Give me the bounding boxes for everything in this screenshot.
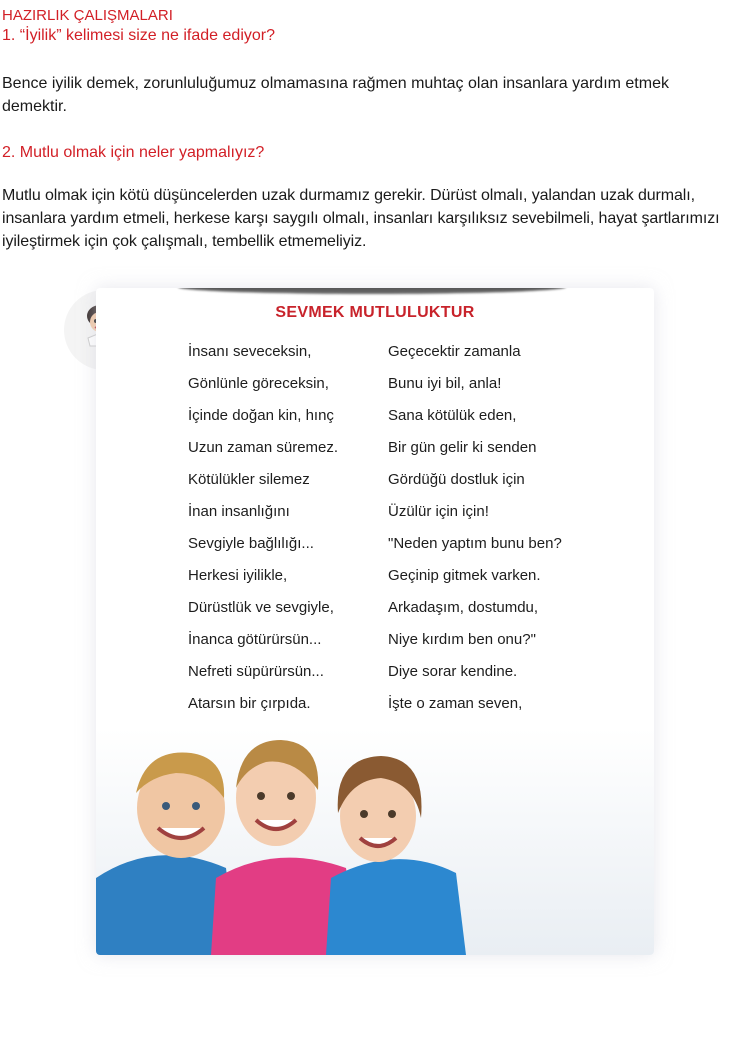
poem-line: İnsanı seveceksin, (188, 343, 312, 360)
poem-line: İçinde doğan kin, hınç (188, 407, 334, 424)
poem-line: "Neden yaptım bunu ben? (388, 535, 562, 552)
poem-line: Geçecektir zamanla (388, 343, 521, 360)
answer-2: Mutlu olmak için kötü düşüncelerden uzak durmamız gerekir. Dürüst olmalı, yalandan uzak durmalı, insanlara yardım etmeli, herkese karşı saygılı olmalı, insanları karşılıksız sevebilmeli, hayat şartlarımızı iyileştirmek için çok çalışmalı, tembellik etmemeliyiz. (2, 187, 720, 250)
poem-line: Herkesi iyilikle, (188, 567, 288, 584)
poem-line: Gönlünle göreceksin, (188, 375, 329, 392)
poem-line: Nefreti süpürürsün... (188, 663, 324, 680)
card-top-shadow (178, 288, 566, 294)
poem-line: Dürüstlük ve sevgiyle, (188, 599, 334, 616)
poem-line: İnanca götürürsün... (188, 631, 322, 648)
poem-line: Niye kırdım ben onu?" (388, 631, 536, 648)
question-1: 1. “İyilik” kelimesi size ne ifade ediyor? (2, 27, 275, 44)
poem-card (96, 288, 654, 955)
poem-left-column (188, 336, 338, 752)
question-2: 2. Mutlu olmak için neler yapmalıyız? (2, 144, 265, 161)
poem-right-column (388, 336, 562, 752)
poem-line: Bir gün gelir ki senden (388, 439, 537, 456)
heading: HAZIRLIK ÇALIŞMALARI (2, 7, 173, 24)
poem-line: Kötülükler silemez (188, 471, 310, 488)
poem-line: Üzülür için için! (388, 503, 489, 520)
poem-line: Gördüğü dostluk için (388, 471, 525, 488)
poem-line: Sevgiyle bağlılığı... (188, 535, 314, 552)
answer-1: Bence iyilik demek, zorunluluğumuz olmamasına rağmen muhtaç olan insanlara yardım etmek demektir. (2, 75, 669, 115)
poem-line: Uzun zaman süremez. (188, 439, 339, 456)
poem-line: Geçinip gitmek varken. (388, 567, 541, 584)
poem-line: İşte o zaman seven, (388, 695, 523, 712)
poem-line: İnan insanlığını (188, 503, 290, 520)
poem-line: Arkadaşım, dostumdu, (388, 599, 539, 616)
poem-line: Diye sorar kendine. (388, 663, 518, 680)
children-photo (96, 728, 654, 955)
poem-line: Atarsın bir çırpıda. (188, 695, 311, 712)
poem-line: Bunu iyi bil, anla! (388, 375, 502, 392)
poem-line: Sana kötülük eden, (388, 407, 517, 424)
poem-title: SEVMEK MUTLULUKTUR (275, 304, 475, 321)
